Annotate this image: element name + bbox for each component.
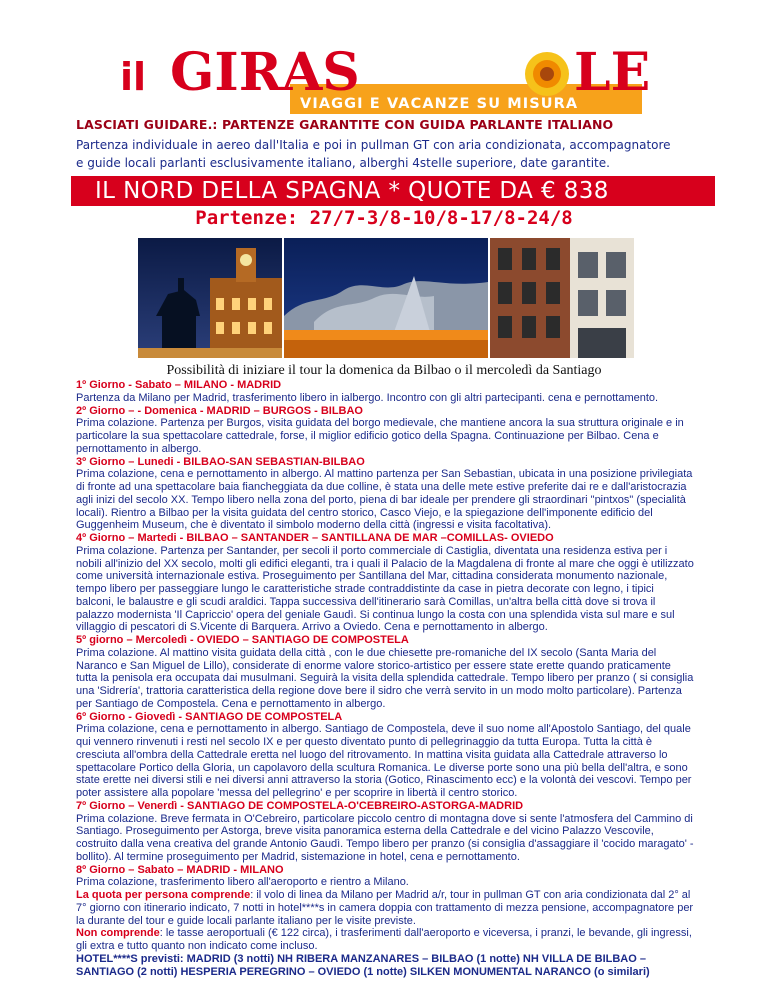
day-3-text: Prima colazione, cena e pernottamento in albergo. Al mattino partenza per San Sebastian, ubicata in una posizione privilegiata di fronte ad una spettacolare baia fiancheggiata da due colline, è stata una delle mete estive preferite dai re e dall'aristocrazia agli inizi del secolo XX. Tempo libero nella zona del porto, piena di bar ideale per prendere gli straordinari "pintxos" (specialità locali). Rientro a Bilbao per la visita guidata del centro storico, Casco Viejo, e la spiegazione dell'imponente edificio del Guggenheim Museum, che è diventato il simbolo moderno della città (ingressi e visita facoltativa).	[76, 468, 693, 532]
photo-oviedo-buildings	[490, 238, 634, 358]
photo-madrid-puerta-del-sol	[138, 238, 282, 358]
day-8-text: Prima colazione, trasferimento libero all'aeroporto e rientro a Milano.	[76, 876, 409, 889]
price-includes-text: : il volo di linea da Milano per Madrid a/r, tour in pullman GT con aria condizionata dal 2° al 7° giorno con itinerario indicato, 7 notti in hotel****s in camera doppia con trattamento di mezza pensione, accompagnatore per la durante del tour e guide locali parlante italiano per le visite previste.	[76, 889, 694, 927]
price-excludes	[76, 927, 694, 953]
day-5-title: 5º giorno – Mercoledì - OVIEDO – SANTIAGO DE COMPOSTELA	[76, 634, 409, 646]
intro-line-2: e guide locali parlanti esclusivamente italiano, alberghi 4stelle superiore, date garantite.	[76, 156, 610, 170]
il-girasole-logo	[112, 40, 657, 120]
day-4-text: Prima colazione. Partenza per Santander, per secoli il porto commerciale di Castiglia, diventata una residenza estiva per i nobili all'inizio del XX secolo, molti gli edifici eleganti, tra i quali il Palacio de la Magdalena di fronte al mare che oggi è utilizzato come università internazionale estiva. Proseguimento per Santillana del Mar, cittadina considerata monumento nazionale, tempo libero per passeggiare lungo le caratteristiche strade contraddistinte da case in pietra decorate con legno, i tipici balconi, le balaustre e gli scudi araldici. Tappa successiva dell'itinerario sarà Comillas, un'altra bella città dove si trova il palazzo modernista 'Il Capriccio' opera del geniale Gaudì. Si continua lungo la costa con una splendida vista sul mare e sul villaggio di pescatori di S.Vicente di Barquera. Arrivo a Oviedo. Cena e pernottamento in albergo.	[76, 544, 694, 634]
day-7-text: Prima colazione. Breve fermata in O'Cebreiro, particolare piccolo centro di montagna dove si sente l'atmosfera del Cammino di Santiago. Proseguimento per Astorga, breve visita panoramica esterna della Cattedrale e del vicino Palazzo Vescovile, costruito dalla vena creativa del grande Antonio Gaudì. Tempo libero per pranzo (si consiglia d'assaggiare il 'cocido maragato' - bollito). Al termine proseguimento per Madrid, sistemazione in hotel, cena e pernottamento.	[76, 812, 694, 863]
day-7-title: 7º Giorno – Venerdì - SANTIAGO DE COMPOSTELA-O'CEBREIRO-ASTORGA-MADRID	[76, 799, 524, 812]
hotels-list: HOTEL****S previsti: MADRID (3 notti) NH RIBERA MANZANARES – BILBAO (1 notte) NH VILLA DE BILBAO – SANTIAGO (2 notti) HESPERIA PEREGRINO – OVIEDO (1 notte) SILKEN MONUMENTAL NARANCO (o similari)	[76, 952, 650, 978]
day-1-title: 1º Giorno - Sabato – MILANO - MADRID	[76, 379, 282, 391]
day-2-title: 2º Giorno – - Domenica - MADRID – BURGOS - BILBAO	[76, 404, 363, 417]
photo-caption: Possibilità di iniziare il tour la domenica da Bilbao o il mercoledì da Santiago	[166, 363, 602, 378]
price-includes	[76, 889, 694, 927]
photo-bilbao-guggenheim	[284, 238, 488, 358]
intro-text	[76, 136, 716, 172]
day-6-text: Prima colazione, cena e pernottamento in albergo. Santiago de Compostela, deve il suo nome all'Apostolo Santiago, del quale qui vennero rinvenuti i resti nel secolo IX e per questo diventato punto di pellegrinaggio da tutta Europa. Tutta la città è cresciuta all'ombra della Cattedrale eretta nel luogo del ritrovamento. In mattina visita guidata alla Cattedrale attraverso lo spettacolare Portico della Gloria, un capolavoro della scultura Romanica. Le diverse porte sono una più bella dell'altra, e sono state erette nei diversi stili e nei diversi anni attraverso la storia (Gotico, Rinascimento ecc) e la volontà dei vescovi. Tempo per poter assistere alla popolare 'messa del pellegrino' e per scoprire in libertà il centro storico.	[76, 723, 692, 799]
tour-title: IL NORD DELLA SPAGNA * QUOTE DA € 838	[71, 176, 715, 206]
day-1-text: Partenza da Milano per Madrid, trasferimento libero in ialbergo. Incontro con gli altri partecipanti. cena e pernottamento.	[76, 391, 659, 404]
price-excludes-text: : le tasse aeroportuali (€ 122 circa), i trasferimenti dall'aeroporto e viceversa, i pranzi, le bevande, gli ingressi, gli extra e tutto quanto non indicato come incluso.	[76, 927, 692, 952]
price-excludes-label: Non comprende	[76, 927, 160, 940]
itinerary	[76, 379, 694, 978]
price-includes-label: La quota per persona comprende	[76, 889, 251, 901]
logo-prefix: il	[120, 55, 147, 99]
day-2-text: Prima colazione. Partenza per Burgos, visita guidata del borgo medievale, che mantiene ancora la sua struttura originale e in particolare la sua spettacolare cattedrale, forse, il miglior edificio gotico della Spagna. Continuazione per Bilbao. Cena e pernottamento in albergo.	[76, 417, 684, 455]
logo-slogan: VIAGGI E VACANZE SU MISURA	[300, 96, 579, 112]
logo-brand-end: LE	[574, 42, 651, 103]
intro-line-1: Partenza individuale in aereo dall'Italia e poi in pullman GT con aria condizionata, accompagnatore	[76, 138, 671, 152]
day-4-title: 4º Giorno – Martedi - BILBAO – SANTANDER – SANTILLANA DE MAR –COMILLAS- OVIEDO	[76, 532, 554, 544]
sunflower-icon	[525, 52, 569, 96]
day-8-title: 8º Giorno – Sabato – MADRID - MILANO	[76, 863, 284, 876]
day-6-title: 6º Giorno - Giovedì - SANTIAGO DE COMPOSTELA	[76, 710, 343, 723]
tagline: LASCIATI GUIDARE.: PARTENZE GARANTITE CON GUIDA PARLANTE ITALIANO	[76, 117, 614, 132]
logo-brand: GIRAS	[170, 42, 360, 103]
day-5-text: Prima colazione. Al mattino visita guidata della città , con le due chiesette pre-romaniche del IX secolo (Santa Maria del Naranco e San Miguel de Lillo), considerate di enorme valore storico-artistico per essere state erette quando praticamente tutta la penisola era occupata dai musulmani. Seguirà la visita della splendida cattedrale. Tempo libero per pranzo ( si consiglia una 'Sidrería', trattoria caratteristica della regione dove bere il sidro che verrà servito in un modo molto particolare). Partenza per Santiago de Compostela. Cena e pernottamento in albergo.	[76, 646, 694, 710]
day-3-title: 3º Giorno – Lunedi - BILBAO-SAN SEBASTIAN-BILBAO	[76, 455, 365, 468]
departure-dates: Partenze: 27/7-3/8-10/8-17/8-24/8	[195, 207, 573, 229]
